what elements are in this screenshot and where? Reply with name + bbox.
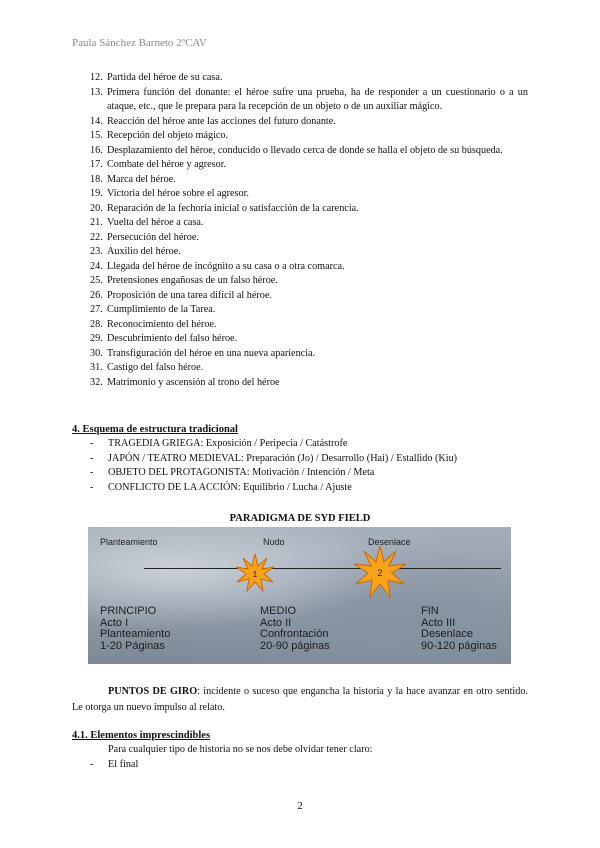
list-item: - El final [90, 759, 139, 770]
puntos-de-giro-paragraph: PUNTOS DE GIRO: incidente o suceso que engancha la historia y la hace avanzar en otro sentido. Le otorga un nuevo impulso al relato. [72, 686, 528, 713]
list-item: - CONFLICTO DE LA ACCIÓN: Equilibrio / Lucha / Ajuste [90, 481, 352, 493]
propp-functions-list [90, 71, 528, 390]
list-item: 22. Persecución del héroe. [90, 231, 199, 243]
list-item: 17. Combate del héroe y agresor. [90, 159, 227, 170]
syd-field-paradigm-diagram [88, 527, 511, 664]
list-item: 29. Descubrimiento del falso héroe. [90, 333, 238, 344]
list-item: 28. Reconocimiento del héroe. [90, 318, 217, 330]
section-heading-structure: 4. Esquema de estructura tradicional [72, 424, 238, 435]
timeline-line [144, 568, 501, 569]
label-planteamiento: Planteamiento [100, 537, 158, 547]
list-item: 26. Proposición de una tarea difícil al héroe. [90, 289, 272, 301]
list-item: 15. Recepción del objeto mágico. [90, 130, 229, 141]
list-item: 13. Primera función del donante: el héroe sufre una prueba, ha de responder a un cuestionario o a un ataque, etc., que le prepara para la recepción de un objeto o de un auxiliar mágico. [90, 86, 528, 112]
list-item: 19. Victoria del héroe sobre el agresor. [90, 188, 249, 199]
list-item: 30. Transfiguración del héroe en una nueva apariencia. [90, 347, 316, 359]
list-item: 32. Matrimonio y ascensión al trono del héroe [90, 376, 280, 388]
label-desenlace: Desenlace [368, 537, 411, 547]
elements-list [90, 758, 530, 773]
structure-list [90, 437, 530, 495]
column-medio: MEDIO Acto II Confrontación 20-90 páginas [260, 605, 330, 652]
list-item: 20. Reparación de la fechoría inicial o satisfacción de la carencia. [90, 202, 359, 214]
list-item: 18. Marca del héroe. [90, 173, 176, 185]
column-fin: FIN Acto III Desenlace 90-120 páginas [421, 605, 497, 652]
list-item: 23. Auxilio del héroe. [90, 246, 181, 257]
puntos-de-giro-term: PUNTOS DE GIRO [108, 686, 198, 697]
list-item: 16. Desplazamiento del héroe, conducido o llevado cerca de donde se halla el objeto de su búsqueda. [90, 144, 503, 156]
diagram-title: PARADIGMA DE SYD FIELD [229, 513, 371, 524]
list-item: 14. Reacción del héroe ante las acciones del futuro donante. [90, 115, 336, 127]
list-item: 24. Llegada del héroe de incógnito a su casa o a otra comarca. [90, 260, 345, 272]
page-header: Paula Sánchez Barneto 2ºCAV [72, 37, 207, 49]
section41-intro: Para cualquier tipo de historia no se nos debe olvidar tener claro: [108, 744, 373, 755]
list-item: 27. Cumplimiento de la Tarea. [90, 304, 216, 315]
list-item: 12. Partida del héroe de su casa. [90, 72, 223, 83]
page-number: 2 [297, 800, 303, 812]
plot-point-1-star-icon [234, 552, 276, 594]
plot-point-2-label: 2 [377, 568, 383, 578]
plot-point-2-star-icon [352, 544, 408, 600]
label-nudo: Nudo [263, 537, 285, 547]
list-item: - OBJETO DEL PROTAGONISTA: Motivación / Intención / Meta [90, 467, 375, 478]
list-item: 25. Pretensiones engañosas de un falso héroe. [90, 275, 278, 286]
plot-point-1-label: 1 [252, 570, 258, 579]
column-principio: PRINCIPIO Acto I Planteamiento 1-20 Páginas [100, 605, 171, 652]
list-item: - TRAGEDIA GRIEGA: Exposición / Peripecia / Catástrofe [90, 438, 348, 449]
section-heading-elements: 4.1. Elementos imprescindibles [72, 730, 211, 741]
list-item: 31. Castigo del falso héroe. [90, 362, 204, 373]
list-item: - JAPÓN / TEATRO MEDIEVAL: Preparación (Jo) / Desarrollo (Hai) / Estallido (Kiu) [90, 452, 458, 464]
list-item: 21. Vuelta del héroe a casa. [90, 217, 204, 228]
